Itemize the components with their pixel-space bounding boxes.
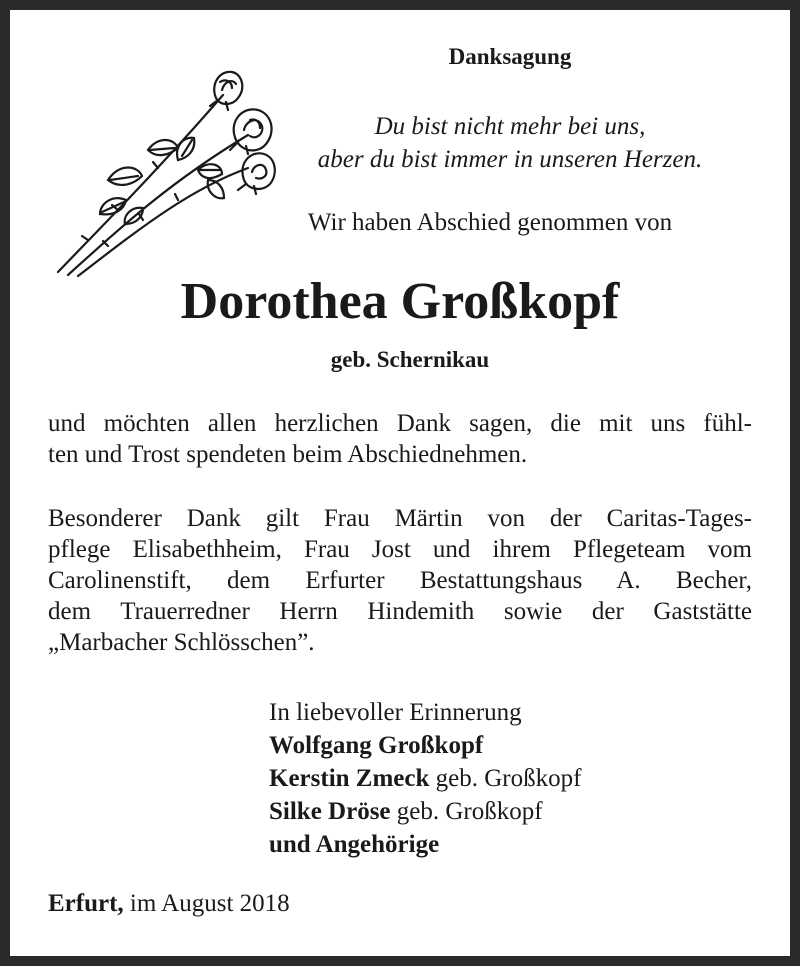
deceased-name: Dorothea Großkopf [180,273,620,330]
mourner-name: und Angehörige [269,831,440,858]
poem-quote [270,110,750,176]
roses-icon [48,50,288,280]
mourner-entry [269,828,581,861]
intro-text: Wir haben Abschied genommen von [307,209,673,236]
paragraph-line: Carolinenstift, dem Erfurter Bestattungshaus A. Becher, [48,567,752,594]
mourner-note: geb. Großkopf [390,798,543,825]
mourner-entry [269,729,581,762]
paragraph-line: dem Trauerredner Herrn Hindemith sowie der Gaststätte [48,598,752,625]
mourner-entry [269,762,581,795]
place-date [48,890,290,918]
mourner-entry [269,795,581,828]
paragraph-line: und möchten allen herzlichen Dank sagen, die mit uns fühl- [48,410,752,437]
mourner-name: Kerstin Zmeck [269,765,430,792]
place-name: Erfurt, [48,890,124,917]
special-thanks-paragraph [48,503,752,658]
paragraph-line: Besonderer Dank gilt Frau Märtin von der Caritas-Tages- [48,505,752,532]
poem-line: Du bist nicht mehr bei uns, [374,113,646,140]
paragraph-line: „Marbacher Schlösschen”. [48,629,315,656]
maiden-name: geb. Schernikau [330,347,490,372]
date-text: im August 2018 [123,890,290,917]
poem-line: aber du bist immer in unseren Herzen. [317,146,703,173]
mourner-note: geb. Großkopf [429,765,582,792]
paragraph-line: ten und Trost spendeten beim Abschiednehmen. [48,441,528,468]
mourner-name: Silke Dröse [269,798,391,825]
obituary-card [10,10,790,956]
signature-lead: In liebevoller Erinnerung [269,699,522,726]
signature-block [269,696,581,861]
mourner-name: Wolfgang Großkopf [269,732,484,759]
heading-title: Danksagung [448,44,572,69]
paragraph-line: pflege Elisabethheim, Frau Jost und ihrem Pflegeteam vom [48,536,752,563]
thanks-paragraph [48,408,752,470]
